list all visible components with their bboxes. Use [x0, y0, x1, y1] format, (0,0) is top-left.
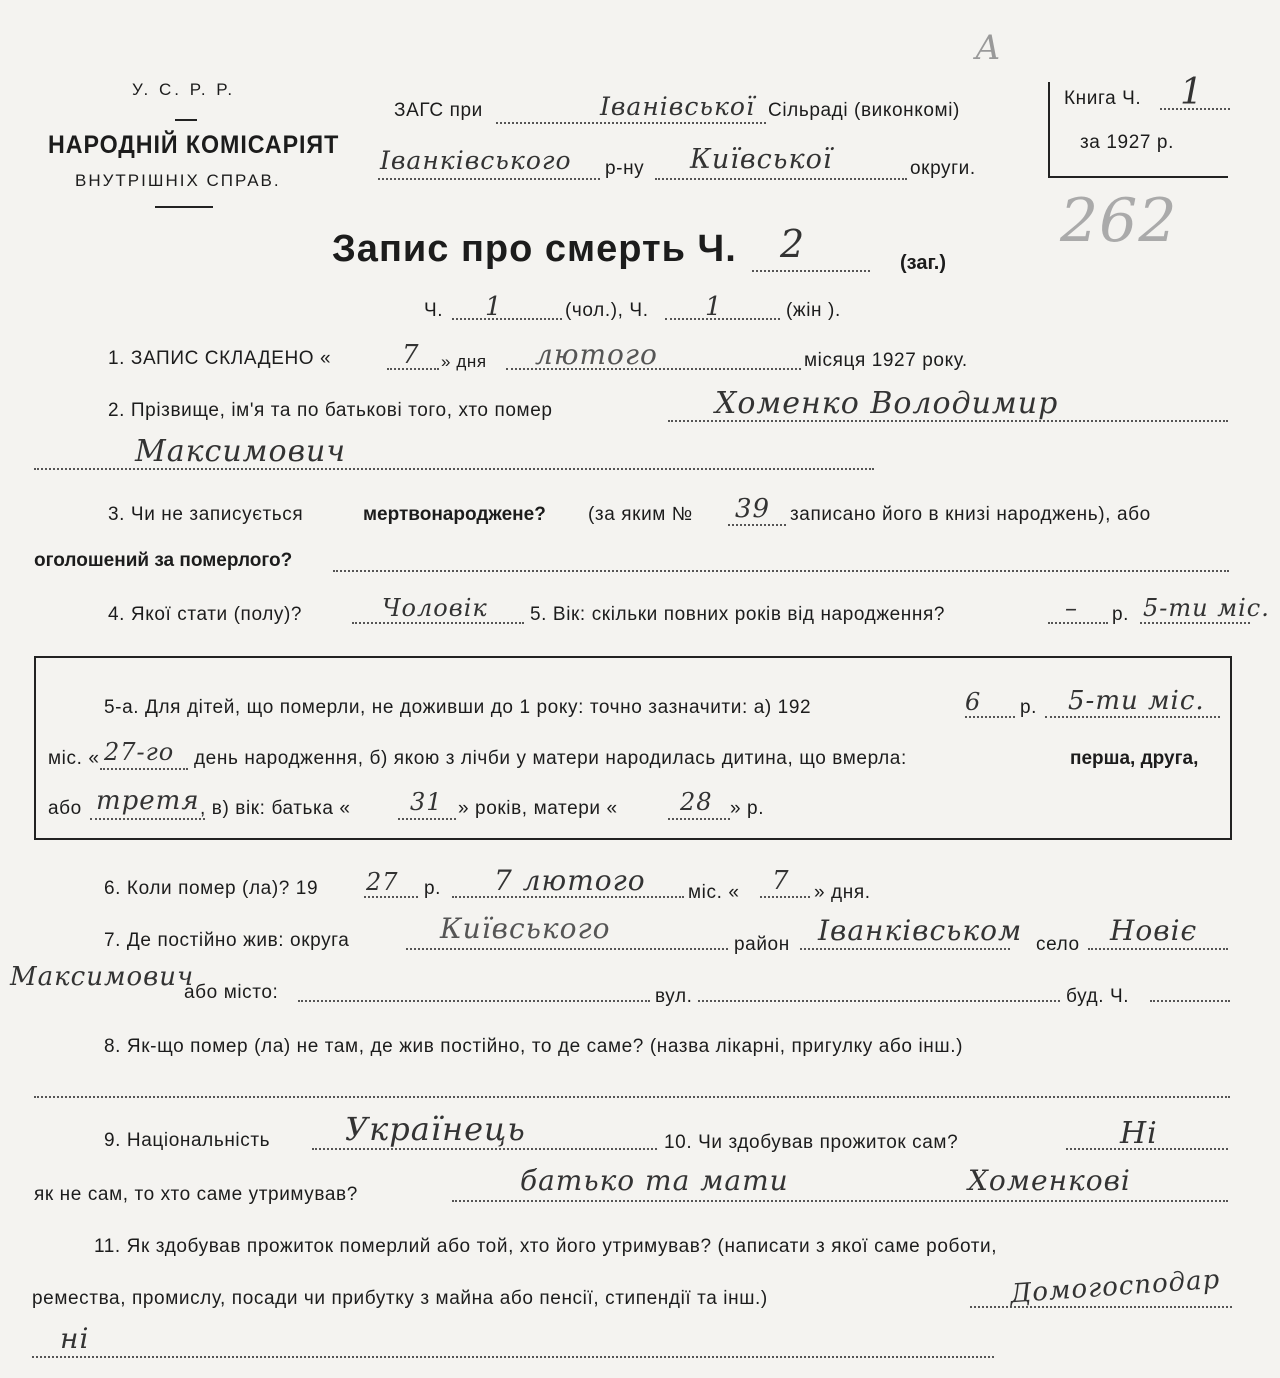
f3-p2: (за яким № [588, 504, 693, 525]
f5-years-line [1048, 622, 1108, 624]
zags-prefix: ЗАГС при [394, 100, 483, 121]
f7-bud-line [1150, 1000, 1230, 1002]
f10-who1: батько та мати [520, 1164, 789, 1197]
f5a-year-line [965, 716, 1015, 718]
okruhy-label: округи. [910, 158, 976, 179]
ch2-value: 1 [705, 292, 723, 322]
header-divider [175, 119, 197, 121]
header-dept: ВНУТРІШНІХ СПРАВ. [75, 171, 281, 190]
f9-value: Українець [345, 1110, 526, 1148]
f7-selo-label: село [1036, 934, 1080, 955]
record-zag: (заг.) [900, 252, 947, 274]
f7-okruha-line [406, 948, 728, 950]
f7-raion-line [800, 948, 1010, 950]
f6-tail: » дня. [814, 882, 871, 903]
ch1-line [452, 318, 562, 320]
header-commissariat: НАРОДНІЙ КОМІСАРІЯТ [48, 131, 340, 159]
f7-vul-line [698, 1000, 1060, 1002]
ch1-value: 1 [485, 292, 503, 322]
f6-year-line [364, 896, 418, 898]
f5a-mother-line [668, 818, 730, 820]
f9-label: 9. Національність [104, 1130, 271, 1151]
f4-label: 4. Якої стати (полу)? [108, 604, 303, 625]
f7-selo1: Новіє [1110, 914, 1198, 947]
f1-tail: місяця 1927 року. [804, 350, 968, 371]
f5a-year-digit: 6 [965, 688, 982, 716]
f11-line2 [32, 1356, 994, 1358]
f7-raion: Іванківськом [818, 914, 1023, 947]
f7-abo: або місто: [184, 982, 279, 1003]
f5a-r: р. [1020, 697, 1038, 718]
f5a-order-line [90, 818, 205, 820]
f2-name2: Максимович [135, 434, 347, 469]
f3-bold1: мертвонароджене? [363, 504, 546, 525]
f5a-bold: перша, друга, [1070, 748, 1199, 769]
f6-r: р. [424, 878, 442, 899]
f5-label: 5. Вік: скільки повних років від народження? [530, 604, 946, 625]
f5a-line3d: » р. [730, 798, 765, 819]
f11-line1 [970, 1306, 1232, 1308]
f2-label: 2. Прізвище, ім'я та по батькові того, хто помер [108, 400, 553, 421]
f11-l2: ремества, промислу, посади чи прибутку з майна або пенсії, стипендії та інш.) [32, 1288, 768, 1309]
f1-month: лютого [535, 338, 658, 371]
f3-num-line [728, 524, 786, 526]
f5a-day-line [100, 768, 188, 770]
f6-mis: міс. « [688, 882, 740, 903]
f5a-line3a: або [48, 798, 82, 819]
raion-line [378, 178, 600, 180]
f6-date: 7 лютого [494, 864, 646, 897]
book-number-line [1160, 108, 1230, 110]
f3-p1: 3. Чи не записується [108, 504, 304, 525]
f4-line [352, 622, 524, 624]
header-ussr: У. С. Р. Р. [132, 80, 236, 99]
f4-value: Чоловік [382, 594, 488, 622]
book-number: 1 [1180, 72, 1204, 113]
f11-l1: 11. Як здобував прожиток померлий або той, хто його утримував? (написати з якої саме роботи, [94, 1236, 998, 1257]
f5-years: – [1065, 594, 1078, 622]
f6-label: 6. Коли помер (ла)? 19 [104, 878, 319, 899]
f5a-line3c: » років, матери « [458, 798, 618, 819]
f8-label: 8. Як-що помер (ла) не там, де жив постійно, то де саме? (назва лікарні, пригулку або інш.) [104, 1036, 964, 1057]
f5-months-line [1140, 622, 1250, 624]
f5a-line3b: , в) вік: батька « [200, 798, 351, 819]
book-year: за 1927 р. [1080, 132, 1174, 153]
f10-value: Ні [1120, 1116, 1158, 1151]
f10-who2: Хоменкові [968, 1164, 1131, 1197]
f3-num: 39 [735, 494, 771, 524]
f5a-father: 31 [410, 788, 443, 816]
f9-line [312, 1148, 657, 1150]
f7-label: 7. Де постійно жив: округа [104, 930, 350, 951]
f10-label: 10. Чи здобував прожиток сам? [664, 1132, 959, 1153]
f5-months: 5-ти міс. [1143, 594, 1270, 622]
f1-label: 1. ЗАПИС СКЛАДЕНО « [108, 348, 332, 369]
silradi-label: Сільраді (виконкомі) [768, 100, 960, 121]
f5a-day: 27-го [104, 738, 175, 766]
f5-r: р. [1112, 604, 1130, 625]
zhin-label: (жін ). [786, 300, 841, 321]
f2-name1: Хоменко Володимир [715, 386, 1059, 421]
f5a-mother: 28 [680, 788, 713, 816]
book-label: Книга Ч. [1064, 88, 1142, 109]
record-title: Запис про смерть Ч. [332, 228, 737, 270]
f10-l2: як не сам, то хто саме утримував? [34, 1184, 358, 1205]
f5a-month: 5-ти міс. [1068, 686, 1205, 716]
f11-value1: Домогосподар [1009, 1264, 1222, 1310]
record-number-line [752, 270, 870, 272]
ch1-label: Ч. [424, 300, 444, 321]
f5a-order: третя [96, 786, 200, 816]
f6-year: 27 [366, 868, 399, 896]
okruha-value: Київської [690, 144, 833, 175]
zags-village: Іванівської [600, 92, 755, 121]
f3-line2 [333, 570, 1229, 572]
f7-raion-label: район [734, 934, 790, 955]
f1-day: 7 [402, 340, 420, 370]
f11-value2: ні [60, 1322, 90, 1355]
f6-day: 7 [772, 866, 790, 896]
f7-bud: буд. Ч. [1066, 986, 1130, 1007]
f5a-line2a: міс. « [48, 748, 100, 769]
f10-who-line [452, 1200, 1228, 1202]
f7-vul: вул. [655, 986, 693, 1007]
f7-selo2: Максимович [10, 962, 195, 992]
f8-line [34, 1096, 1230, 1098]
corner-mark: А [975, 28, 1002, 68]
f5a-month-line [1045, 716, 1220, 718]
header-divider-2 [155, 206, 213, 208]
f3-p3: записано його в книзі народжень), або [790, 504, 1151, 525]
rnu-label: р-ну [605, 158, 645, 179]
chol-label: (чол.), Ч. [565, 300, 649, 321]
f6-day-line [760, 896, 810, 898]
raion-value: Іванківського [380, 146, 572, 175]
f1-mid: » дня [441, 352, 487, 371]
f5a-line1: 5-а. Для дітей, що померли, не доживши до 1 року: точно зазначити: а) 192 [104, 697, 812, 718]
f7-okruha: Київського [440, 912, 611, 945]
record-number: 2 [780, 222, 806, 266]
f7-selo-line [1088, 948, 1228, 950]
f5a-line2b: день народження, б) якою з лічби у матери народилась дитина, що вмерла: [194, 748, 907, 769]
f5a-father-line [398, 818, 456, 820]
okruha-line [655, 178, 907, 180]
f3-bold2: оголошений за померлого? [34, 550, 293, 571]
f7-misto-line [298, 1000, 650, 1002]
stamp-number: 262 [1060, 186, 1178, 256]
zags-village-line [496, 122, 766, 124]
